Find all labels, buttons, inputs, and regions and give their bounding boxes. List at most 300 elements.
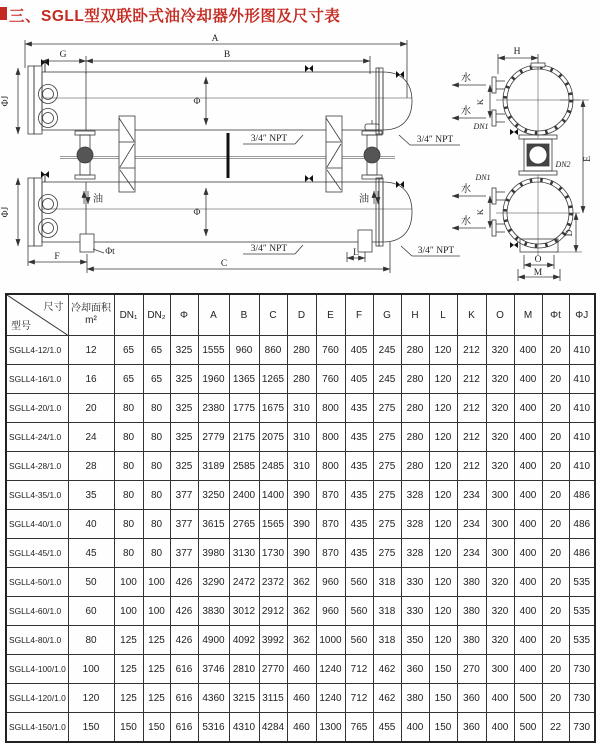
value-cell: 400 [514,626,542,655]
value-cell: 560 [345,626,373,655]
value-cell: 4900 [198,626,229,655]
value-cell: 400 [514,452,542,481]
value-cell: 150 [143,713,170,743]
value-cell: 435 [345,394,373,423]
dim-label-m: M [533,268,543,278]
value-cell: 125 [114,684,143,713]
model-cell: SGLL4-35/1.0 [6,481,68,510]
dim-label-e: E [583,156,593,162]
column-header: F [345,294,373,336]
value-cell: 65 [114,365,143,394]
corner-header [6,294,68,336]
value-cell: 730 [569,655,595,684]
value-cell: 1365 [229,365,259,394]
value-cell: 400 [486,684,514,713]
value-cell: 486 [569,539,595,568]
value-cell: 4310 [229,713,259,743]
value-cell: 460 [287,713,316,743]
value-cell: 65 [143,365,170,394]
dim-label-phij-top: ΦJ [1,95,11,107]
value-cell: 377 [170,510,198,539]
dim-label-d: D [565,229,575,237]
value-cell: 125 [143,655,170,684]
value-cell: 3830 [198,597,229,626]
value-cell: 320 [486,336,514,365]
side-view [18,40,460,273]
value-cell: 360 [401,655,429,684]
value-cell: 150 [429,713,457,743]
value-cell: 400 [486,713,514,743]
dim-label-phi-top: Φ [193,97,201,107]
value-cell: 1565 [259,510,287,539]
value-cell: 20 [542,655,569,684]
outline-drawing [0,28,600,290]
value-cell: 328 [401,481,429,510]
value-cell: 410 [569,365,595,394]
value-cell: 20 [542,336,569,365]
dim-label-f: F [54,252,60,262]
dim-label-l: L [353,248,359,258]
value-cell: 377 [170,539,198,568]
value-cell: 400 [514,481,542,510]
value-cell: 300 [486,539,514,568]
model-cell: SGLL4-50/1.0 [6,568,68,597]
column-header: L [429,294,457,336]
oil-label-right: 油 [359,194,369,205]
table-row [6,539,595,568]
value-cell: 400 [514,597,542,626]
value-cell: 318 [373,597,401,626]
value-cell: 1555 [198,336,229,365]
value-cell: 275 [373,481,401,510]
value-cell: 400 [514,655,542,684]
model-cell: SGLL4-45/1.0 [6,539,68,568]
table-row [6,481,595,510]
model-cell: SGLL4-60/1.0 [6,597,68,626]
value-cell: 870 [316,539,345,568]
value-cell: 2779 [198,423,229,452]
value-cell: 2585 [229,452,259,481]
value-cell: 12 [68,336,114,365]
value-cell: 1265 [259,365,287,394]
value-cell: 400 [514,568,542,597]
table-row [6,655,595,684]
value-cell: 330 [401,597,429,626]
dim-label-c: C [220,259,228,269]
value-cell: 730 [569,713,595,743]
value-cell: 320 [486,452,514,481]
value-cell: 616 [170,713,198,743]
value-cell: 120 [429,423,457,452]
value-cell: 320 [486,423,514,452]
value-cell: 2912 [259,597,287,626]
value-cell: 20 [542,510,569,539]
table-row [6,423,595,452]
dim-label-h: H [513,47,521,57]
value-cell: 3189 [198,452,229,481]
value-cell: 234 [457,539,486,568]
value-cell: 300 [486,655,514,684]
value-cell: 100 [68,655,114,684]
value-cell: 1000 [316,626,345,655]
value-cell: 360 [457,684,486,713]
value-cell: 80 [114,539,143,568]
value-cell: 20 [68,394,114,423]
value-cell: 960 [229,336,259,365]
column-header: DN₂ [143,294,170,336]
value-cell: 28 [68,452,114,481]
value-cell: 1730 [259,539,287,568]
value-cell: 3615 [198,510,229,539]
red-margin-mark [0,7,7,20]
value-cell: 2380 [198,394,229,423]
value-cell: 280 [287,336,316,365]
value-cell: 234 [457,510,486,539]
value-cell: 65 [114,336,143,365]
value-cell: 3012 [229,597,259,626]
dim-label-o: O [534,255,542,265]
oil-label-left: 油 [93,194,103,205]
value-cell: 4284 [259,713,287,743]
value-cell: 500 [514,684,542,713]
value-cell: 435 [345,481,373,510]
value-cell: 120 [429,481,457,510]
value-cell: 120 [429,626,457,655]
value-cell: 390 [287,510,316,539]
value-cell: 325 [170,394,198,423]
value-cell: 20 [542,568,569,597]
value-cell: 712 [345,655,373,684]
value-cell: 20 [542,365,569,394]
value-cell: 300 [486,510,514,539]
area-header-line2: m² [85,315,97,326]
water-label-2: 水 [461,106,471,117]
table-row [6,394,595,423]
value-cell: 120 [429,365,457,394]
model-cell: SGLL4-12/1.0 [6,336,68,365]
npt-callout-1: 3/4″ NPT [250,134,288,144]
value-cell: 150 [429,655,457,684]
model-cell: SGLL4-150/1.0 [6,713,68,743]
value-cell: 1400 [259,481,287,510]
value-cell: 35 [68,481,114,510]
value-cell: 870 [316,481,345,510]
value-cell: 80 [114,481,143,510]
value-cell: 400 [401,713,429,743]
value-cell: 616 [170,655,198,684]
column-header: E [316,294,345,336]
value-cell: 2400 [229,481,259,510]
value-cell: 280 [401,452,429,481]
value-cell: 426 [170,568,198,597]
value-cell: 120 [429,510,457,539]
value-cell: 535 [569,568,595,597]
value-cell: 275 [373,510,401,539]
value-cell: 380 [457,597,486,626]
dim-label-phit: Φt [105,247,115,257]
value-cell: 212 [457,452,486,481]
value-cell: 280 [401,423,429,452]
value-cell: 2765 [229,510,259,539]
model-cell: SGLL4-16/1.0 [6,365,68,394]
value-cell: 120 [429,336,457,365]
model-cell: SGLL4-120/1.0 [6,684,68,713]
value-cell: 3115 [259,684,287,713]
value-cell: 320 [486,626,514,655]
model-cell: SGLL4-80/1.0 [6,626,68,655]
corner-label-size: 尺寸 [43,302,64,313]
value-cell: 275 [373,452,401,481]
table-row [6,365,595,394]
dn2-label: DN2 [555,160,571,169]
area-header-line1: 冷却面积 [71,303,111,314]
water-label-4: 水 [461,216,471,227]
value-cell: 616 [170,684,198,713]
value-cell: 318 [373,568,401,597]
column-header: D [287,294,316,336]
value-cell: 320 [486,568,514,597]
column-header: O [486,294,514,336]
value-cell: 16 [68,365,114,394]
value-cell: 400 [514,365,542,394]
value-cell: 40 [68,510,114,539]
value-cell: 362 [287,626,316,655]
value-cell: 80 [114,423,143,452]
value-cell: 535 [569,597,595,626]
value-cell: 405 [345,365,373,394]
value-cell: 20 [542,423,569,452]
table-row [6,336,595,365]
value-cell: 80 [143,423,170,452]
column-header: A [198,294,229,336]
value-cell: 5316 [198,713,229,743]
value-cell: 500 [514,713,542,743]
dim-label-a: A [211,34,219,44]
value-cell: 328 [401,539,429,568]
value-cell: 380 [457,626,486,655]
value-cell: 3215 [229,684,259,713]
column-header: C [259,294,287,336]
column-header: K [457,294,486,336]
value-cell: 310 [287,423,316,452]
value-cell: 80 [143,394,170,423]
water-label-1: 水 [461,73,471,84]
value-cell: 400 [514,423,542,452]
value-cell: 486 [569,481,595,510]
value-cell: 50 [68,568,114,597]
model-cell: SGLL4-40/1.0 [6,510,68,539]
column-header: ΦJ [569,294,595,336]
value-cell: 435 [345,539,373,568]
water-label-3: 水 [461,184,471,195]
column-header: M [514,294,542,336]
npt-callout-4: 3/4″ NPT [417,246,455,256]
dim-label-k-top: K [475,98,485,106]
value-cell: 120 [68,684,114,713]
value-cell: 20 [542,539,569,568]
value-cell: 377 [170,481,198,510]
value-cell: 400 [514,394,542,423]
value-cell: 380 [457,568,486,597]
table-row [6,684,595,713]
value-cell: 125 [143,626,170,655]
value-cell: 80 [143,452,170,481]
value-cell: 328 [401,510,429,539]
value-cell: 120 [429,568,457,597]
value-cell: 435 [345,510,373,539]
table-row [6,626,595,655]
npt-callout-2: 3/4″ NPT [416,135,454,145]
value-cell: 22 [542,713,569,743]
value-cell: 275 [373,423,401,452]
dim-label-phij-bottom: ΦJ [1,206,11,218]
column-header: DN₁ [114,294,143,336]
value-cell: 560 [345,597,373,626]
value-cell: 390 [287,539,316,568]
value-cell: 800 [316,394,345,423]
value-cell: 1675 [259,394,287,423]
value-cell: 80 [143,510,170,539]
value-cell: 150 [114,713,143,743]
value-cell: 275 [373,394,401,423]
table-row [6,452,595,481]
value-cell: 426 [170,626,198,655]
spec-table [5,293,596,743]
value-cell: 455 [373,713,401,743]
value-cell: 2472 [229,568,259,597]
value-cell: 20 [542,597,569,626]
value-cell: 410 [569,423,595,452]
value-cell: 20 [542,481,569,510]
value-cell: 730 [569,684,595,713]
value-cell: 20 [542,394,569,423]
value-cell: 400 [514,510,542,539]
value-cell: 870 [316,510,345,539]
value-cell: 462 [373,684,401,713]
value-cell: 460 [287,655,316,684]
dn1-label-bottom: DN1 [475,173,491,182]
value-cell: 270 [457,655,486,684]
value-cell: 4092 [229,626,259,655]
dim-label-g: G [59,50,67,60]
value-cell: 80 [114,394,143,423]
value-cell: 100 [114,597,143,626]
table-row [6,713,595,743]
value-cell: 400 [514,336,542,365]
model-cell: SGLL4-100/1.0 [6,655,68,684]
dim-label-k-bottom: K [475,208,485,216]
value-cell: 860 [259,336,287,365]
value-cell: 65 [143,336,170,365]
table-row [6,510,595,539]
column-header: H [401,294,429,336]
page-title: 三、SGLL型双联卧式油冷却器外形图及尺寸表 [9,8,341,25]
value-cell: 60 [68,597,114,626]
value-cell: 800 [316,452,345,481]
value-cell: 362 [287,568,316,597]
value-cell: 80 [114,452,143,481]
value-cell: 245 [373,336,401,365]
value-cell: 45 [68,539,114,568]
column-header: G [373,294,401,336]
value-cell: 300 [486,481,514,510]
model-cell: SGLL4-28/1.0 [6,452,68,481]
value-cell: 280 [287,365,316,394]
value-cell: 2075 [259,423,287,452]
value-cell: 462 [373,655,401,684]
value-cell: 3980 [198,539,229,568]
value-cell: 310 [287,452,316,481]
value-cell: 318 [373,626,401,655]
value-cell: 400 [514,539,542,568]
value-cell: 325 [170,365,198,394]
value-cell: 120 [429,394,457,423]
column-header: Φt [542,294,569,336]
value-cell: 100 [114,568,143,597]
value-cell: 120 [429,452,457,481]
npt-callout-3: 3/4″ NPT [250,244,288,254]
value-cell: 410 [569,452,595,481]
value-cell: 712 [345,684,373,713]
value-cell: 1300 [316,713,345,743]
value-cell: 960 [316,568,345,597]
dim-label-b: B [223,50,231,60]
value-cell: 275 [373,539,401,568]
value-cell: 3290 [198,568,229,597]
value-cell: 320 [486,365,514,394]
dim-label-phi-bottom: Φ [193,208,201,218]
value-cell: 80 [143,539,170,568]
value-cell: 325 [170,423,198,452]
value-cell: 1960 [198,365,229,394]
value-cell: 1775 [229,394,259,423]
value-cell: 2770 [259,655,287,684]
value-cell: 426 [170,597,198,626]
value-cell: 320 [486,394,514,423]
value-cell: 150 [429,684,457,713]
value-cell: 280 [401,394,429,423]
value-cell: 800 [316,423,345,452]
value-cell: 760 [316,365,345,394]
value-cell: 20 [542,452,569,481]
value-cell: 120 [429,539,457,568]
model-cell: SGLL4-20/1.0 [6,394,68,423]
value-cell: 435 [345,452,373,481]
value-cell: 380 [401,684,429,713]
value-cell: 100 [143,597,170,626]
value-cell: 2485 [259,452,287,481]
value-cell: 410 [569,336,595,365]
value-cell: 120 [429,597,457,626]
value-cell: 3746 [198,655,229,684]
value-cell: 2175 [229,423,259,452]
value-cell: 212 [457,365,486,394]
value-cell: 360 [457,713,486,743]
value-cell: 960 [316,597,345,626]
value-cell: 3992 [259,626,287,655]
value-cell: 100 [143,568,170,597]
value-cell: 80 [143,481,170,510]
value-cell: 390 [287,481,316,510]
column-header: B [229,294,259,336]
value-cell: 80 [114,510,143,539]
column-header: Φ [170,294,198,336]
value-cell: 150 [68,713,114,743]
value-cell: 535 [569,626,595,655]
value-cell: 1240 [316,684,345,713]
table-row [6,597,595,626]
corner-label-model: 型号 [11,321,31,332]
